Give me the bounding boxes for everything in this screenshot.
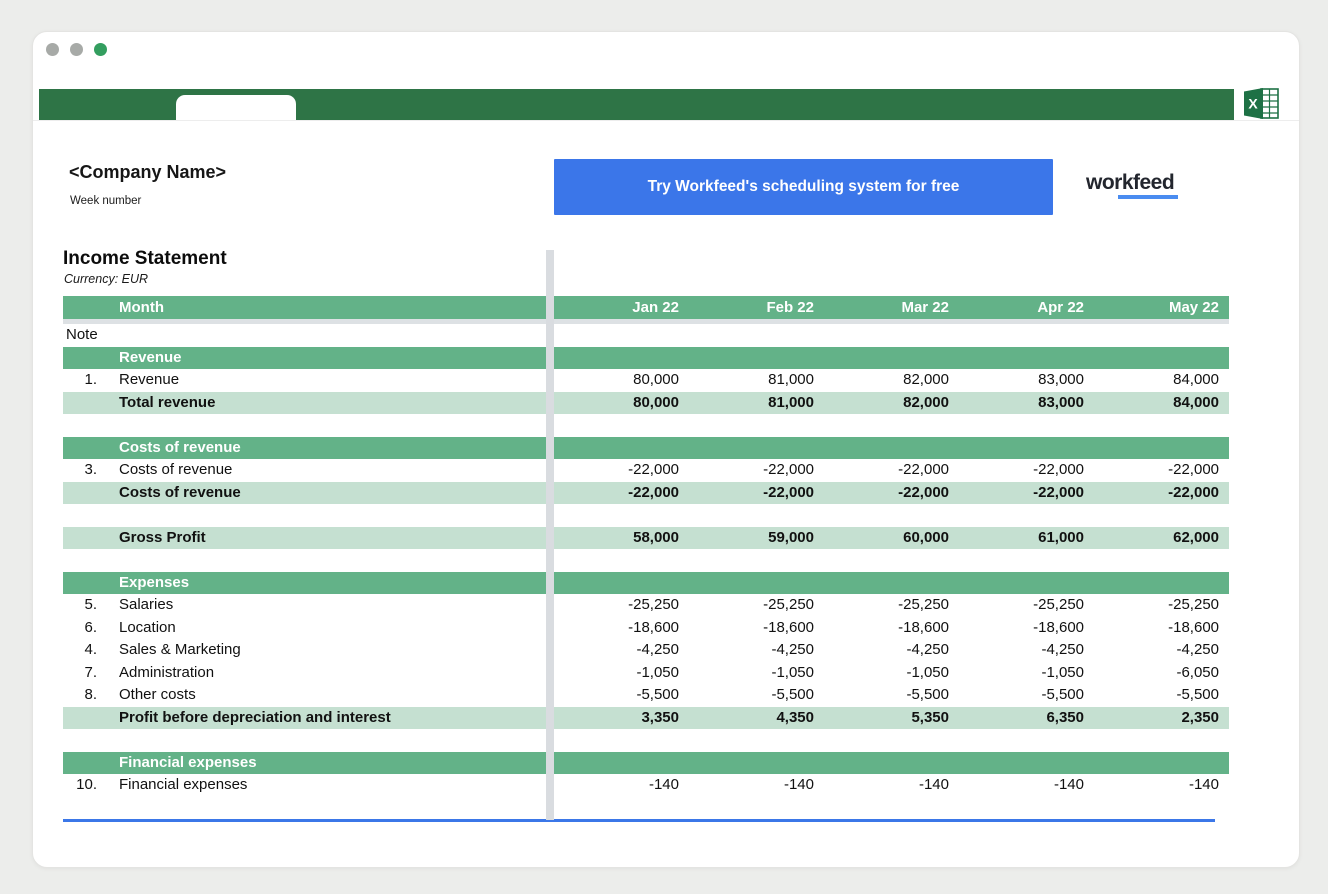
value-cell: -140 <box>1053 776 1084 793</box>
value-cell: -22,000 <box>1033 483 1084 501</box>
value-cell: 4,350 <box>776 708 814 726</box>
value-cell: -18,600 <box>1168 618 1219 636</box>
value-cell: 83,000 <box>1038 371 1084 388</box>
row-label-cell: Revenue <box>119 348 182 366</box>
value-cell <box>959 437 1094 460</box>
note-label: Note <box>66 326 98 343</box>
excel-letter: X <box>1248 95 1258 112</box>
selection-bottom-border <box>63 819 1215 822</box>
table-row-item <box>63 369 1229 392</box>
value-cell <box>959 324 1094 347</box>
table-row-item <box>63 594 1229 617</box>
value-cell: -5,500 <box>906 686 949 703</box>
value-cell <box>689 572 824 595</box>
value-cell: 59,000 <box>768 528 814 546</box>
value-cell: -25,250 <box>1168 596 1219 613</box>
table-row-spacer <box>63 504 1229 527</box>
company-name-heading: <Company Name> <box>69 162 227 182</box>
value-cell <box>959 347 1094 370</box>
value-cell: 58,000 <box>633 528 679 546</box>
value-cell: -4,250 <box>771 641 814 658</box>
value-cell: 60,000 <box>903 528 949 546</box>
row-label-cell: Costs of revenue <box>119 438 241 456</box>
table-row-spacer <box>63 729 1229 752</box>
value-cell <box>1094 752 1229 775</box>
workfeed-logo[interactable] <box>1086 172 1216 199</box>
value-cell: -22,000 <box>898 461 949 478</box>
table-row-section <box>63 572 1229 595</box>
value-cell <box>554 572 689 595</box>
value-cell <box>824 347 959 370</box>
value-cell <box>824 324 959 347</box>
value-cell <box>689 752 824 775</box>
value-cell <box>824 752 959 775</box>
row-number-cell: 10. <box>76 776 97 793</box>
value-cell: Apr 22 <box>1037 299 1084 316</box>
value-cell <box>1094 437 1229 460</box>
row-label-cell: Salaries <box>119 596 174 613</box>
value-cell: 2,350 <box>1181 708 1219 726</box>
value-cell: -22,000 <box>898 483 949 501</box>
row-number-cell: 4. <box>84 641 97 658</box>
row-number-cell <box>63 527 105 550</box>
row-label-cell: Total revenue <box>119 393 216 411</box>
row-number-cell <box>63 392 105 415</box>
value-cell: Feb 22 <box>766 299 814 316</box>
value-cell <box>689 324 824 347</box>
row-number-cell <box>63 482 105 505</box>
row-label-cell: Gross Profit <box>119 528 206 546</box>
row-number-cell <box>63 437 105 460</box>
value-cell: -25,250 <box>628 596 679 613</box>
row-label-cell: Costs of revenue <box>119 461 233 478</box>
value-cell <box>689 437 824 460</box>
value-cell: -140 <box>918 776 949 793</box>
row-number-cell <box>63 347 105 370</box>
value-cell: -1,050 <box>771 663 814 681</box>
row-number-cell: 8. <box>84 686 97 703</box>
value-cell: 83,000 <box>1038 393 1084 411</box>
value-cell: 61,000 <box>1038 528 1084 546</box>
value-cell: -18,600 <box>628 618 679 636</box>
value-cell: -22,000 <box>1168 461 1219 478</box>
value-cell <box>554 752 689 775</box>
table-row-spacer <box>63 414 1229 437</box>
window-control-dot-active[interactable] <box>94 43 107 56</box>
value-cell: -4,250 <box>636 641 679 658</box>
value-cell: 5,350 <box>911 708 949 726</box>
row-label-cell: Revenue <box>119 371 180 388</box>
value-cell: -22,000 <box>628 483 679 501</box>
value-cell: -18,600 <box>898 618 949 636</box>
value-cell: -4,250 <box>1041 641 1084 658</box>
table-row-item <box>63 662 1229 685</box>
value-cell <box>1094 572 1229 595</box>
row-number-cell: 5. <box>84 596 97 613</box>
row-number-cell: 3. <box>84 461 97 478</box>
table-row-item <box>63 639 1229 662</box>
value-cell: -22,000 <box>628 461 679 478</box>
value-cell <box>959 572 1094 595</box>
value-cell: -22,000 <box>1168 483 1219 501</box>
value-cell: -22,000 <box>763 461 814 478</box>
statement-table <box>63 296 1229 797</box>
value-cell: -1,050 <box>906 663 949 681</box>
table-row-item <box>63 459 1229 482</box>
value-cell: -18,600 <box>1033 618 1084 636</box>
value-cell: 62,000 <box>1173 528 1219 546</box>
value-cell: -5,500 <box>636 686 679 703</box>
value-cell: 81,000 <box>768 371 814 388</box>
value-cell <box>824 437 959 460</box>
value-cell: -25,250 <box>763 596 814 613</box>
row-label-cell: Sales & Marketing <box>119 641 241 658</box>
value-cell: -5,500 <box>1176 686 1219 703</box>
table-row-total <box>63 527 1229 550</box>
week-number-label: Week number <box>70 195 142 207</box>
workfeed-logo-text: workfeed <box>1086 171 1175 194</box>
value-cell: -5,500 <box>771 686 814 703</box>
value-cell: -6,050 <box>1176 663 1219 681</box>
table-row-item <box>63 684 1229 707</box>
table-row-total <box>63 392 1229 415</box>
value-cell: -4,250 <box>906 641 949 658</box>
row-number-cell: 7. <box>84 663 97 681</box>
value-cell: 80,000 <box>633 393 679 411</box>
value-cell <box>1094 347 1229 370</box>
row-label-cell: Administration <box>119 663 215 681</box>
value-cell: 6,350 <box>1046 708 1084 726</box>
window-control-dot[interactable] <box>46 43 59 56</box>
value-cell: 80,000 <box>633 371 679 388</box>
value-cell: -22,000 <box>1033 461 1084 478</box>
column-divider-strip <box>546 250 554 820</box>
try-workfeed-cta-button[interactable]: Try Workfeed's scheduling system for free <box>554 159 1053 215</box>
spreadsheet-ribbon-bar <box>39 89 1234 120</box>
row-number-cell <box>63 752 105 775</box>
table-row-section <box>63 437 1229 460</box>
value-cell: Mar 22 <box>901 299 949 316</box>
table-row-total <box>63 707 1229 730</box>
value-cell: -4,250 <box>1176 641 1219 658</box>
value-cell: Jan 22 <box>632 299 679 316</box>
value-cell: May 22 <box>1168 299 1219 316</box>
row-label-cell: Costs of revenue <box>119 483 241 501</box>
value-cell: 82,000 <box>903 371 949 388</box>
ribbon-divider <box>33 120 1299 121</box>
statement-title: Income Statement <box>63 248 227 269</box>
row-label-cell: Month <box>119 299 164 316</box>
value-cell: 82,000 <box>903 393 949 411</box>
value-cell: 81,000 <box>768 393 814 411</box>
row-number-cell <box>63 707 105 730</box>
table-row-spacer <box>63 549 1229 572</box>
table-row-item <box>63 617 1229 640</box>
row-number-cell <box>63 296 105 319</box>
value-cell: -22,000 <box>763 483 814 501</box>
value-cell: -5,500 <box>1041 686 1084 703</box>
workfeed-logo-underline <box>1118 195 1178 199</box>
excel-icon[interactable] <box>1243 86 1281 121</box>
sheet-tab[interactable] <box>176 95 296 120</box>
value-cell <box>1094 324 1229 347</box>
table-row-total <box>63 482 1229 505</box>
value-cell: -140 <box>648 776 679 793</box>
table-row-note <box>63 324 1229 347</box>
value-cell: -1,050 <box>636 663 679 681</box>
table-row-item <box>63 774 1229 797</box>
row-label-cell: Financial expenses <box>119 776 248 793</box>
value-cell <box>554 347 689 370</box>
row-label-cell: Expenses <box>119 573 190 591</box>
window-controls <box>46 43 107 56</box>
value-cell: 84,000 <box>1173 393 1219 411</box>
app-window <box>32 31 1300 868</box>
value-cell: 3,350 <box>641 708 679 726</box>
value-cell: -1,050 <box>1041 663 1084 681</box>
value-cell: -18,600 <box>763 618 814 636</box>
value-cell: -140 <box>1188 776 1219 793</box>
window-control-dot[interactable] <box>70 43 83 56</box>
row-label-cell: Profit before depreciation and interest <box>119 708 391 726</box>
statement-currency-note: Currency: EUR <box>64 272 149 286</box>
row-label-cell: Location <box>119 618 176 636</box>
value-cell <box>959 752 1094 775</box>
table-row-section <box>63 752 1229 775</box>
value-cell: 84,000 <box>1173 371 1219 388</box>
row-label-cell: Financial expenses <box>119 753 257 771</box>
value-cell: -140 <box>783 776 814 793</box>
table-row-month-header <box>63 296 1229 319</box>
row-number-cell: 6. <box>84 618 97 636</box>
value-cell: -25,250 <box>1033 596 1084 613</box>
value-cell: -25,250 <box>898 596 949 613</box>
value-cell <box>554 324 689 347</box>
value-cell <box>689 347 824 370</box>
value-cell <box>554 437 689 460</box>
row-label-cell: Other costs <box>119 686 196 703</box>
table-row-section <box>63 347 1229 370</box>
row-number-cell <box>63 572 105 595</box>
row-number-cell: 1. <box>84 371 97 388</box>
value-cell <box>824 572 959 595</box>
